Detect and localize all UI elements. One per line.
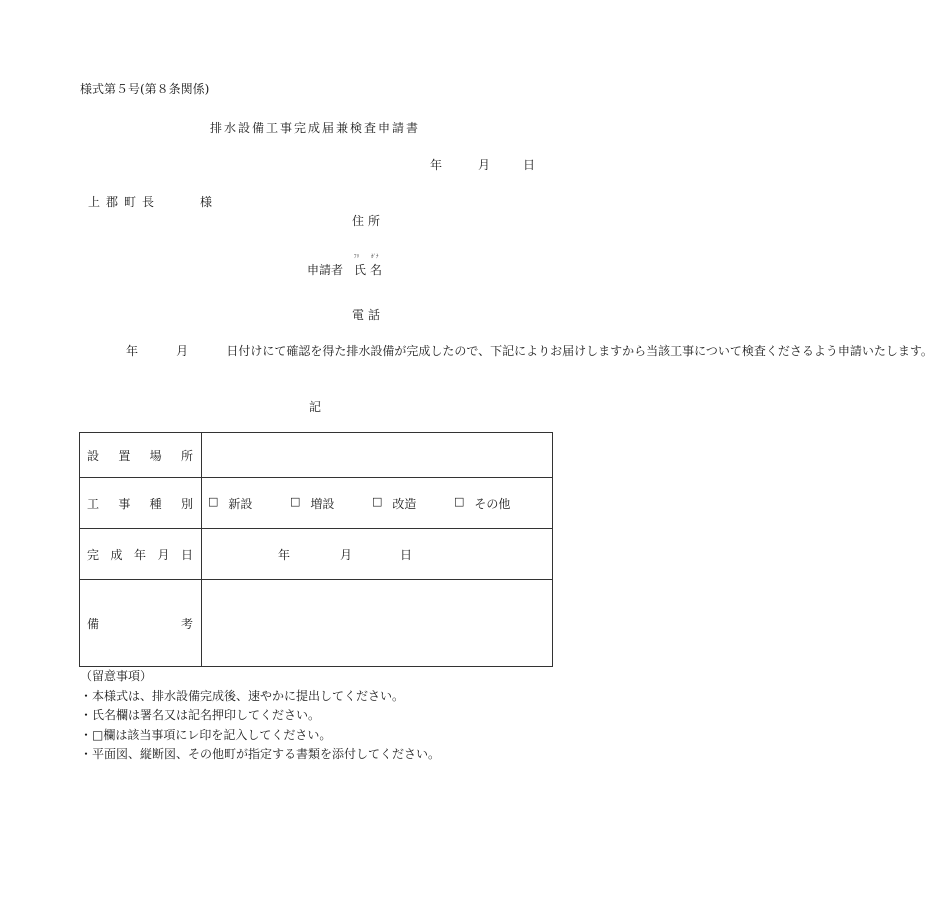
addressee-suffix: 様 (200, 195, 213, 209)
form-number: 様式第５号(第８条関係) (80, 82, 210, 96)
completion-day-label: 日 (400, 547, 413, 562)
statement-year: 年 (126, 344, 139, 358)
date-day-label: 日 (523, 158, 536, 172)
completion-date-field[interactable] (202, 529, 553, 580)
location-label: 設 置 場 所 (87, 448, 193, 463)
notes-section (80, 667, 440, 765)
statement-month: 月 (176, 344, 189, 358)
name-label: 氏名 (354, 263, 387, 277)
note-item: ・本様式は、排水設備完成後、速やかに提出してください。 (80, 688, 405, 703)
date-month-label: 月 (478, 158, 491, 172)
table-row (80, 433, 553, 478)
phone-label: 電話 (352, 308, 385, 322)
notes-heading: （留意事項） (80, 669, 153, 683)
application-statement (80, 341, 933, 361)
table-row (80, 580, 553, 667)
application-table (79, 432, 553, 667)
table-row (80, 529, 553, 580)
completion-date-label: 完 成 年 月 日 (87, 547, 193, 562)
statement-rest: 日付けにて確認を得た排水設備が完成したので、下記によりお届けしますから当該工事について検査くださるよう申請いたします。 (226, 344, 933, 358)
document-title: 排水設備工事完成届兼検査申請書 (209, 121, 420, 135)
date-year-label: 年 (430, 158, 443, 172)
remarks-field[interactable] (202, 580, 553, 667)
name-ruby-furi: ﾌﾘ (354, 254, 360, 260)
location-field[interactable] (202, 433, 553, 478)
work-type-label: 工 事 種 別 (87, 496, 193, 511)
note-item: ・□欄は該当事項にレ印を記入してください。 (80, 727, 332, 742)
name-ruby-gana: ｶﾞﾅ (371, 254, 379, 260)
work-type-extension[interactable]: □ 増設 (290, 494, 335, 511)
applicant-label: 申請者 (307, 263, 344, 277)
remarks-label: 備 考 (87, 616, 193, 631)
name-field-label (354, 254, 387, 278)
checkbox-icon[interactable]: □ (454, 494, 465, 508)
checkbox-icon[interactable]: □ (290, 494, 301, 508)
completion-month-label: 月 (340, 547, 353, 562)
note-item: ・氏名欄は署名又は記名押印してください。 (80, 708, 321, 722)
work-type-field (202, 478, 553, 529)
address-label: 住所 (352, 214, 385, 228)
ki-heading: 記 (308, 400, 321, 414)
checkbox-icon[interactable]: □ (372, 494, 383, 508)
work-type-other[interactable]: □ その他 (454, 494, 511, 511)
work-type-new[interactable]: □ 新設 (208, 494, 253, 511)
checkbox-icon[interactable]: □ (208, 494, 219, 508)
work-type-renovation[interactable]: □ 改造 (372, 494, 417, 511)
completion-year-label: 年 (278, 547, 291, 562)
addressee-name: 上郡町長 (88, 195, 161, 209)
table-row (80, 478, 553, 529)
note-item: ・平面図、縦断図、その他町が指定する書類を添付してください。 (80, 747, 441, 761)
